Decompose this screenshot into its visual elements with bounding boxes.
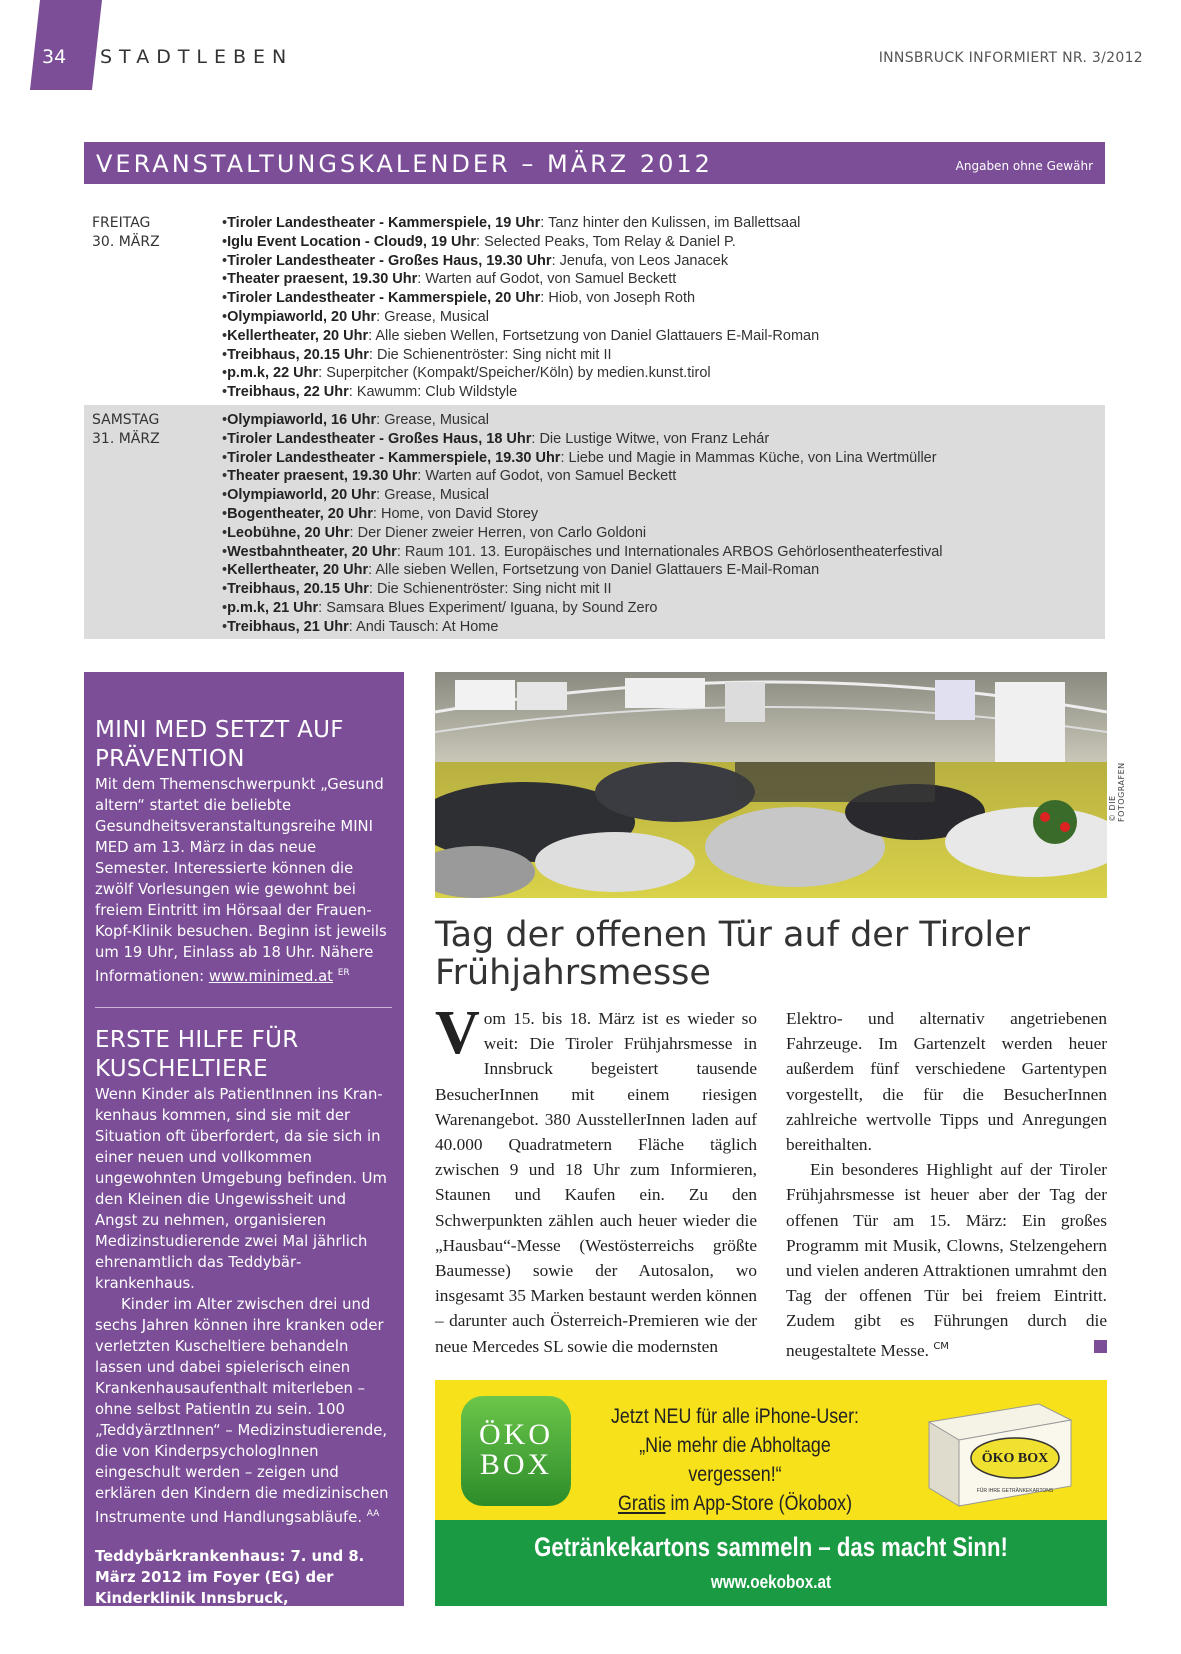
event-description: : Samsara Blues Experiment/ Iguana, by Sound Zero [318, 599, 658, 616]
ad-gratis: Gratis [617, 1492, 666, 1515]
event-description: : Grease, Musical [376, 412, 489, 428]
day-label [92, 214, 160, 252]
event-item [222, 467, 943, 486]
article-headline: Tag der offenen Tür auf der Tiroler Frühjahrsmesse [435, 915, 1031, 993]
app-icon-line1: ÖKO [479, 1418, 553, 1451]
event-item [222, 524, 943, 543]
event-venue: Westbahntheater, 20 Uhr [227, 543, 397, 560]
event-description: : Alle sieben Wellen, Fortsetzung von Daniel Glattauers E-Mail-Roman [368, 562, 820, 579]
calendar-day-saturday [84, 405, 1105, 639]
event-venue: Tiroler Landestheater - Großes Haus, 18 Uhr [227, 430, 532, 447]
event-item [222, 430, 943, 449]
article-column-2 [786, 1006, 1107, 1363]
event-item [222, 233, 819, 252]
date: 31. MÄRZ [92, 431, 160, 447]
event-description: : Liebe und Magie in Mammas Küche, von Lina Wertmüller [560, 449, 937, 466]
event-venue: Tiroler Landestheater - Großes Haus, 19.30 Uhr [227, 252, 552, 269]
event-item [222, 449, 943, 468]
box-logo-text: ÖKO BOX [981, 1451, 1049, 1466]
event-description: : Die Schienentröster: Sing nicht mit II [368, 346, 612, 363]
event-item [222, 580, 943, 599]
date: 30. MÄRZ [92, 234, 160, 250]
event-item [222, 561, 943, 580]
event-venue: Olympiaworld, 20 Uhr [227, 487, 377, 504]
weekday: SAMSTAG [92, 412, 160, 428]
calendar-title: VERANSTALTUNGSKALENDER – MÄRZ 2012 [96, 150, 713, 178]
event-description: : Warten auf Godot, von Samuel Beckett [417, 468, 677, 485]
ad-line3-rest: im App-Store (Ökobox) [665, 1492, 853, 1515]
event-description: : Andi Tausch: At Home [348, 618, 499, 635]
day-label [92, 411, 160, 449]
event-description: : Grease, Musical [376, 487, 489, 504]
event-description: : Der Diener zweier Herren, von Carlo Goldoni [349, 524, 647, 541]
event-venue: Treibhaus, 20.15 Uhr [227, 581, 369, 598]
event-item [222, 543, 943, 562]
event-item [222, 505, 943, 524]
ad-line3 [608, 1489, 863, 1518]
event-item [222, 599, 943, 618]
ad-bottom-panel [435, 1520, 1107, 1606]
author-signature: ER [337, 968, 350, 978]
minimed-link[interactable]: www.minimed.at [208, 967, 333, 985]
minimed-text [95, 774, 392, 987]
author-signature: AA [366, 1508, 380, 1519]
issue-label: INNSBRUCK INFORMIERT NR. 3/2012 [878, 50, 1143, 66]
drop-cap: V [435, 999, 480, 1067]
event-venue: Tiroler Landestheater - Kammerspiele, 20 Uhr [227, 290, 541, 307]
ad-url[interactable]: www.oekobox.at [710, 1572, 832, 1592]
event-description: : Grease, Musical [376, 308, 489, 325]
oekobox-carton-image [919, 1394, 1079, 1512]
fair-photo [435, 672, 1107, 898]
event-description: : Hiob, von Joseph Roth [540, 290, 696, 307]
event-item [222, 289, 819, 308]
photo-credit: © DIE FOTOGRAFEN [1108, 762, 1126, 822]
article-paragraph: Elektro- und alternativ angetriebenen Fahrzeuge. Im Gartenzelt werden heuer außerdem fünf verschiedene Gartentypen vorgestellt, die für die BesucherInnen zahlreiche wertvolle Tipps und Anregungen bereithalten. [786, 1009, 1107, 1155]
event-description: : Kawumm: Club Wildstyle [348, 384, 518, 401]
weekday: FREITAG [92, 215, 151, 231]
article-col2-text: Ein besonderes Highlight auf der Tiroler Frühjahrsmesse ist heuer aber der Tag der offenen Tür am 15. März: Ein großes Programm mit Musik, Clowns, Stelzengehern und vielen anderen Attraktionen umrahmt den Tag der offenen Tür bei freiem Eintritt. Zudem gibt es Führungen durch die neugestaltete Messe. [786, 1160, 1107, 1360]
event-venue: Olympiaworld, 16 Uhr [227, 412, 377, 428]
event-venue: p.m.k, 21 Uhr [227, 599, 319, 616]
event-item [222, 383, 819, 402]
event-venue: Treibhaus, 22 Uhr [227, 384, 349, 401]
event-list [222, 411, 943, 637]
oekobox-advertisement[interactable] [435, 1380, 1107, 1606]
event-description: : Jenufa, von Leos Janacek [551, 252, 729, 269]
event-venue: Kellertheater, 20 Uhr [227, 562, 369, 579]
event-description: : Die Schienentröster: Sing nicht mit II [368, 581, 612, 598]
article-col1-text: om 15. bis 18. März ist es wieder so weit: Die Tiroler Frühjahrsmesse in Innsbruck begeistert tausende BesucherInnen mit einem riesigen Warenangebot. 380 AusstellerInnen laden auf 40.000 Quadratmetern Fläche täglich zwischen 9 und 18 Uhr zum Informieren, Staunen und Kaufen ein. Zu den Schwerpunkten zählen auch heuer wieder die „Hausbau“-Messe (Westösterreichs größte Baumesse) sowie der Autosalon, wo insgesamt 35 Marken bestaunt werden können – darunter auch Österreich-Premieren wie der neue Mercedes SL sowie die modernsten [435, 1009, 757, 1356]
event-description: : Tanz hinter den Kulissen, im Ballettsaal [540, 215, 801, 231]
event-venue: Treibhaus, 20.15 Uhr [227, 346, 369, 363]
kuscheltiere-para2 [95, 1294, 392, 1528]
event-venue: Leobühne, 20 Uhr [227, 524, 350, 541]
event-description: : Die Lustige Witwe, von Franz Lehár [531, 430, 770, 447]
ad-line1: Jetzt NEU für alle iPhone-User: [610, 1405, 860, 1428]
article-paragraph [786, 1157, 1107, 1362]
event-description: : Superpitcher (Kompakt/Speicher/Köln) by medien.kunst.tirol [318, 365, 711, 382]
app-icon-line2: BOX [479, 1448, 553, 1481]
event-item [222, 364, 819, 383]
event-venue: Tiroler Landestheater - Kammerspiele, 19.30 Uhr [227, 449, 561, 466]
event-venue: Bogentheater, 20 Uhr [227, 505, 373, 522]
ad-top-panel [435, 1380, 1107, 1520]
event-description: : Warten auf Godot, von Samuel Beckett [417, 271, 677, 288]
event-item [222, 270, 819, 289]
kuscheltiere-para2-text: Kinder im Alter zwischen drei und sechs Jahren können ihre kranken oder verletzten Kuscheltiere behandeln lassen und dabei spielerisch einen Krankenhausaufenthalt miterleben – ohne selbst PatientIn zu sein. 100 „TeddyärztInnen“ – Medizinstudierende, die von KinderpsychologInnen eingeschult werden – zeigen und erklären den Kindern die medizinischen Instrumente und Handlungsabläufe. [95, 1295, 389, 1526]
event-venue: Olympiaworld, 20 Uhr [227, 308, 377, 325]
end-mark-icon [1094, 1340, 1107, 1353]
article-column-1 [435, 999, 757, 1359]
ad-line2: „Nie mehr die Abholtage vergessen!“ [639, 1434, 831, 1486]
ad-claim: Getränkekartons sammeln – das macht Sinn! [534, 1532, 1008, 1562]
minimed-heading: MINI MED SETZT AUF PRÄVENTION [95, 717, 344, 772]
page-tab-shape [30, 0, 102, 90]
event-description: : Selected Peaks, Tom Relay & Daniel P. [476, 233, 736, 250]
event-item [222, 346, 819, 365]
event-description: : Home, von David Storey [372, 505, 539, 522]
event-item [222, 618, 943, 637]
event-item [222, 308, 819, 327]
event-item [222, 214, 819, 233]
event-item [222, 327, 819, 346]
event-venue: Treibhaus, 21 Uhr [227, 618, 349, 635]
kuscheltiere-para1: Wenn Kinder als PatientInnen ins Krankenhaus kommen, sind sie mit der Situation oft überfordert, da sie sich in einer neuen und vollkommen ungewohnten Umgebung befinden. Um den Kleinen die Ungewissheit und Angst zu nehmen, organisieren Medizinstudierende zwei Mal jährlich ehrenamtlich das Teddybärkrankenhaus. [95, 1085, 387, 1292]
author-signature: CM [933, 1340, 949, 1352]
divider [95, 1007, 392, 1008]
event-list [222, 214, 819, 402]
box-caption-text: FÜR IHRE GETRÄNKEKARTONS [976, 1488, 1054, 1494]
article-paragraph [435, 999, 757, 1359]
event-description: : Raum 101. 13. Europäisches und Internationales ARBOS Gehörlosentheaterfestival [396, 543, 943, 560]
ad-text [608, 1402, 863, 1518]
event-description: : Alle sieben Wellen, Fortsetzung von Daniel Glattauers E-Mail-Roman [368, 327, 820, 344]
minimed-body: Mit dem Themenschwerpunkt „Gesund altern“ startet die beliebte Gesundheitsveranstaltungsreihe MINI MED am 13. März in das neue Semester. Interessierte können die zwölf Vorlesungen wie gewohnt bei freiem Eintritt im Hörsaal der Frauen-Kopf-Klinik besuchen. Beginn ist jeweils um 19 Uhr, Einlass ab 18 Uhr. Nähere Informationen: [95, 776, 387, 985]
event-venue: Tiroler Landestheater - Kammerspiele, 19 Uhr [227, 215, 541, 231]
section-title: STADTLEBEN [100, 46, 294, 68]
page-number: 34 [42, 46, 67, 68]
calendar-day-friday [84, 208, 1105, 405]
event-item [222, 486, 943, 505]
event-item [222, 252, 819, 271]
calendar-header [84, 142, 1105, 184]
calendar-note: Angaben ohne Gewähr [955, 159, 1093, 173]
teddy-info: Teddybärkrankenhaus: 7. und 8. März 2012 im Foyer (EG) der Kinderklinik Innsbruck, Anichstraße 35 [95, 1547, 365, 1628]
event-item [222, 411, 943, 430]
oekobox-app-icon [461, 1396, 571, 1506]
event-venue: Theater praesent, 19.30 Uhr [227, 271, 418, 288]
sidebar-box [84, 672, 404, 1628]
event-venue: Theater praesent, 19.30 Uhr [227, 468, 418, 485]
event-venue: Iglu Event Location - Cloud9, 19 Uhr [227, 233, 477, 250]
event-venue: Kellertheater, 20 Uhr [227, 327, 369, 344]
event-venue: p.m.k, 22 Uhr [227, 365, 319, 382]
kuscheltiere-heading: ERSTE HILFE FÜR KUSCHELTIERE [95, 1026, 299, 1082]
